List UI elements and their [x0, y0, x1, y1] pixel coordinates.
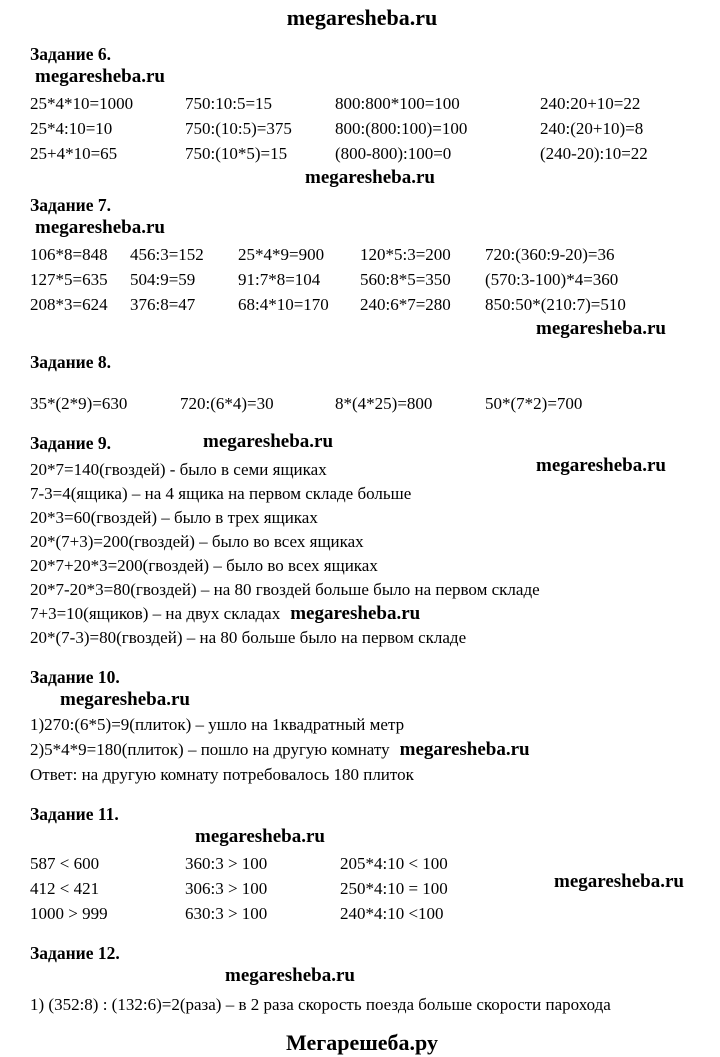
task-9-solution — [30, 458, 694, 650]
comparison-cell: 240*4:10 <100 — [340, 904, 444, 923]
task-11-title: Задание 11. — [30, 804, 119, 824]
watermark: megaresheba.ru — [399, 739, 530, 760]
watermark: megaresheba.ru — [35, 217, 165, 238]
solution-line: 20*3=60(гвоздей) – было в трех ящиках — [30, 508, 318, 527]
equation-cell: (800-800):100=0 — [335, 144, 452, 163]
equation-cell: 50*(7*2)=700 — [485, 394, 583, 413]
equation-cell: 25+4*10=65 — [30, 144, 118, 163]
solution-line: 1) (352:8) : (132:6)=2(раза) – в 2 раза скорость поезда больше скорости парохода — [30, 995, 611, 1014]
equation-cell: 504:9=59 — [130, 270, 196, 289]
solution-line: 7-3=4(ящика) – на 4 ящика на первом складе больше — [30, 484, 412, 503]
equation-cell: 208*3=624 — [30, 295, 108, 314]
equation-cell: 25*4*10=1000 — [30, 94, 134, 113]
solution-line-text: 7+3=10(ящиков) – на двух складах — [30, 604, 281, 623]
equation-cell: 25*4*9=900 — [238, 245, 325, 264]
site-watermark-header: megaresheba.ru — [286, 5, 438, 30]
watermark: megaresheba.ru — [35, 66, 165, 87]
watermark: megaresheba.ru — [195, 826, 325, 847]
solution-line: 20*7-20*3=80(гвоздей) – на 80 гвоздей больше было на первом складе — [30, 580, 540, 599]
equation-cell: 560:8*5=350 — [360, 270, 451, 289]
task-7-title: Задание 7. — [30, 195, 112, 215]
equation-cell: 800:800*100=100 — [335, 94, 460, 113]
task-8-title: Задание 8. — [30, 352, 112, 372]
watermark: megaresheba.ru — [554, 871, 684, 892]
equation-cell: 720:(6*4)=30 — [180, 394, 274, 413]
equation-cell: 750:10:5=15 — [185, 94, 273, 113]
comparison-cell: 306:3 > 100 — [185, 879, 268, 898]
equation-cell: 750:(10*5)=15 — [185, 144, 288, 163]
task-7-grid — [30, 242, 694, 317]
answer-line: Ответ: на другую комнату потребовалось 180 плиток — [30, 765, 414, 784]
equation-cell: 456:3=152 — [130, 245, 204, 264]
equation-cell: 376:8=47 — [130, 295, 196, 314]
watermark: megaresheba.ru — [536, 455, 666, 476]
equation-cell: 720:(360:9-20)=36 — [485, 245, 615, 264]
equation-cell: 240:20+10=22 — [540, 94, 641, 113]
task-10-section — [30, 666, 694, 787]
task-12-section — [30, 942, 694, 1017]
solution-line: 1)270:(6*5)=9(плиток) – ушло на 1квадратный метр — [30, 715, 405, 734]
task-10-title: Задание 10. — [30, 667, 120, 687]
solution-line: 20*(7+3)=200(гвоздей) – было во всех ящиках — [30, 532, 364, 551]
comparison-cell: 250*4:10 = 100 — [340, 879, 448, 898]
comparison-cell: 360:3 > 100 — [185, 854, 268, 873]
equation-cell: 91:7*8=104 — [238, 270, 321, 289]
comparison-cell: 630:3 > 100 — [185, 904, 268, 923]
solution-line — [30, 602, 694, 626]
task-6-grid — [30, 91, 694, 166]
equation-cell: 106*8=848 — [30, 245, 108, 264]
equation-cell: 8*(4*25)=800 — [335, 394, 433, 413]
comparison-cell: 587 < 600 — [30, 854, 100, 873]
equation-cell: 120*5:3=200 — [360, 245, 451, 264]
task-9-title: Задание 9. — [30, 433, 112, 453]
solution-line — [30, 737, 694, 762]
solution-line: 20*(7-3)=80(гвоздей) – на 80 больше было на первом складе — [30, 628, 467, 647]
watermark: megaresheba.ru — [225, 965, 355, 986]
task-8-grid — [30, 391, 694, 416]
comparison-cell: 205*4:10 < 100 — [340, 854, 448, 873]
solution-line: 20*7+20*3=200(гвоздей) – было во всех ящиках — [30, 556, 378, 575]
equation-cell: 850:50*(210:7)=510 — [485, 295, 626, 314]
solution-line: 20*7=140(гвоздей) - было в семи ящиках — [30, 460, 327, 479]
watermark: megaresheba.ru — [290, 603, 421, 624]
equation-cell: 127*5=635 — [30, 270, 108, 289]
task-10-solution — [30, 712, 694, 787]
site-footer: Мегарешеба.ру — [285, 1030, 438, 1055]
solution-line-text: 2)5*4*9=180(плиток) – пошло на другую комнату — [30, 740, 390, 759]
task-8-section — [30, 351, 694, 416]
equation-cell: (570:3-100)*4=360 — [485, 270, 619, 289]
equation-cell: 750:(10:5)=375 — [185, 119, 292, 138]
comparison-cell: 1000 > 999 — [30, 904, 108, 923]
equation-cell: (240-20):10=22 — [540, 144, 648, 163]
task-6-title: Задание 6. — [30, 44, 112, 64]
equation-cell: 35*(2*9)=630 — [30, 394, 128, 413]
watermark: megaresheba.ru — [203, 431, 334, 452]
task-6-section — [30, 43, 694, 190]
task-12-title: Задание 12. — [30, 943, 120, 963]
watermark: megaresheba.ru — [305, 167, 435, 188]
task-9-section — [30, 430, 694, 650]
task-9-heading-row — [30, 430, 694, 454]
task-7-section — [30, 194, 694, 341]
equation-cell: 800:(800:100)=100 — [335, 119, 468, 138]
watermark: megaresheba.ru — [536, 318, 666, 339]
task-11-section — [30, 803, 694, 926]
equation-cell: 68:4*10=170 — [238, 295, 329, 314]
watermark: megaresheba.ru — [60, 689, 190, 710]
equation-cell: 25*4:10=10 — [30, 119, 113, 138]
equation-cell: 240:(20+10)=8 — [540, 119, 644, 138]
comparison-cell: 412 < 421 — [30, 879, 100, 898]
equation-cell: 240:6*7=280 — [360, 295, 451, 314]
